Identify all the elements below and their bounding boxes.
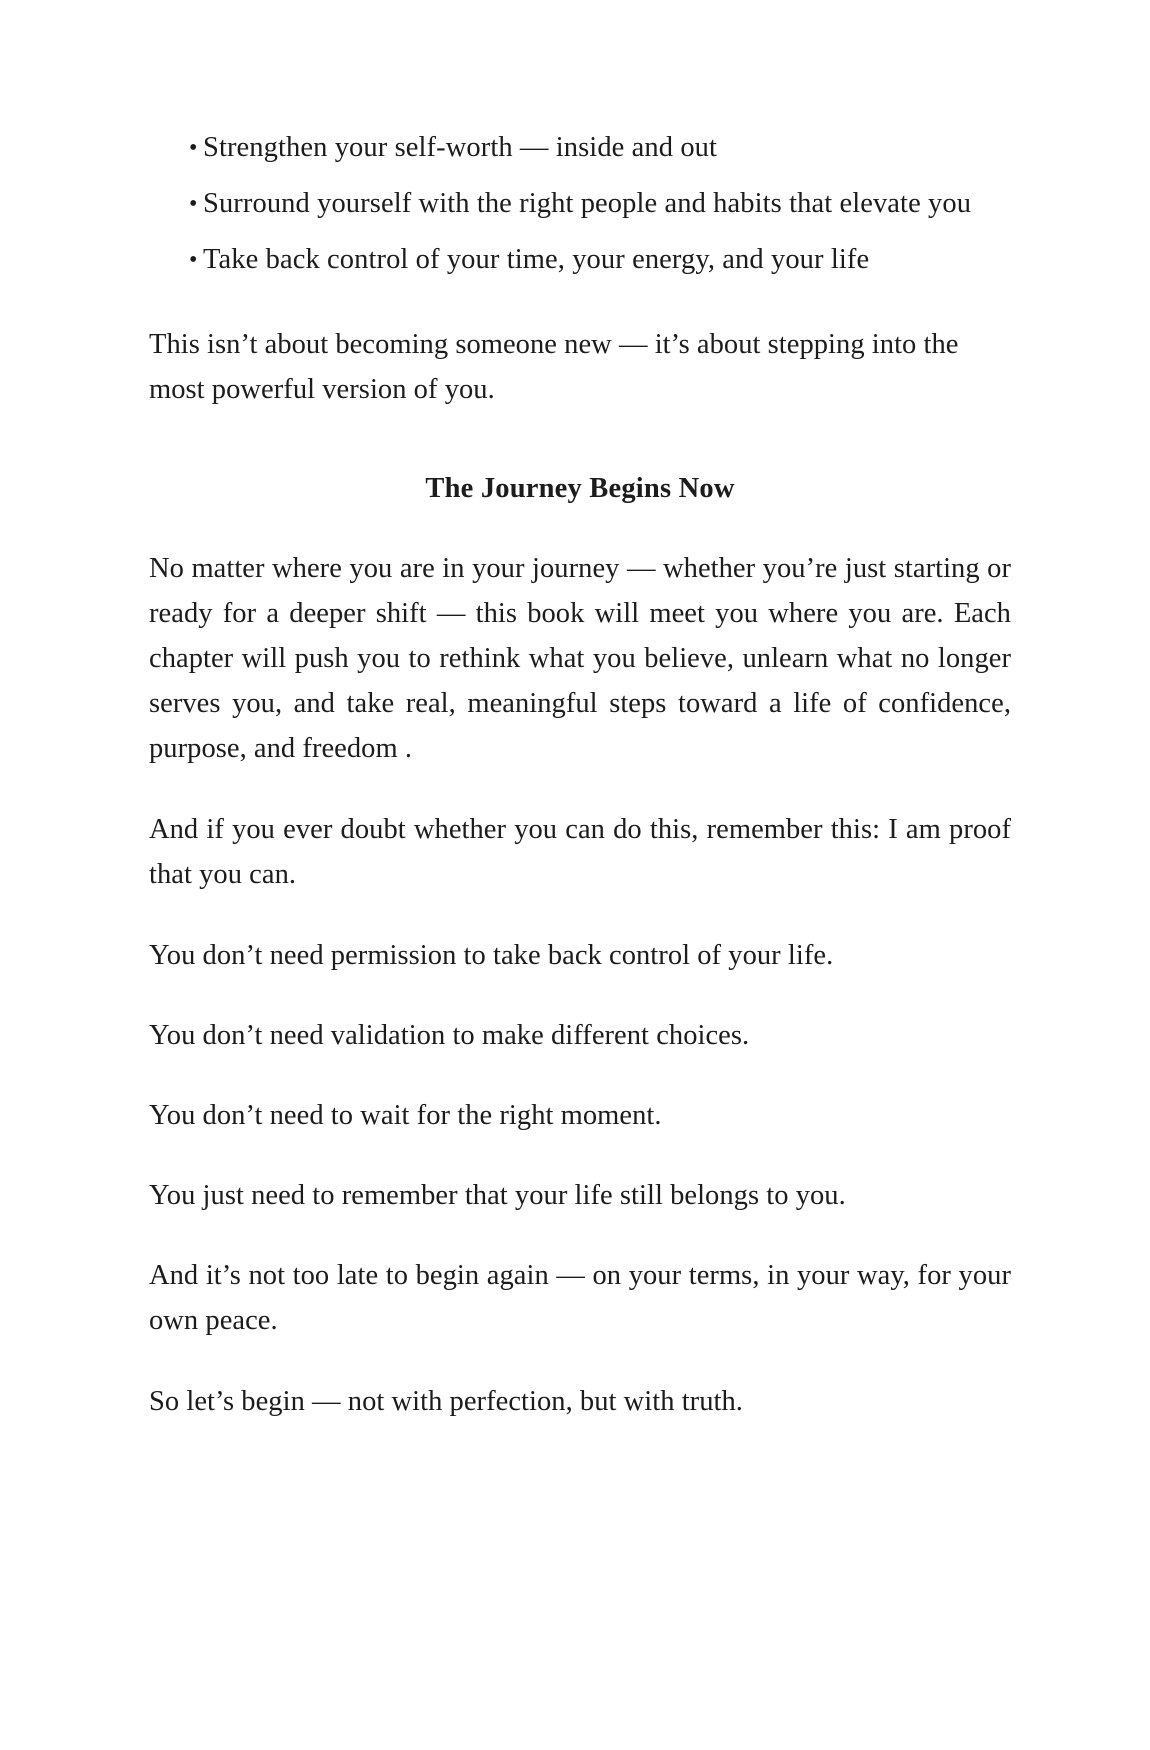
- paragraph-permission: You don’t need permission to take back control of your life.: [149, 940, 834, 971]
- list-item: [149, 176, 1011, 232]
- list-item-text: Surround yourself with the right people and habits that elevate you: [203, 188, 972, 219]
- paragraph-closing: So let’s begin — not with perfection, but with truth.: [149, 1386, 743, 1417]
- bullet-point-icon: •: [189, 135, 198, 161]
- spacer: [149, 1058, 1011, 1093]
- spacer: [149, 771, 1011, 807]
- spacer: [149, 1218, 1011, 1253]
- list-item-text: Strengthen your self-worth — inside and out: [203, 132, 718, 163]
- list-item: [149, 232, 1011, 288]
- list-item: [149, 120, 1011, 176]
- paragraph-begin-again: And it’s not too late to begin again — on your terms, in your way, for your own peace.: [149, 1260, 1011, 1336]
- paragraph-journey: No matter where you are in your journey — whether you’re just starting or ready for a deeper shift — this book will meet you where you are. Each chapter will push you to rethink what you believe, unlearn what no longer serves you, and take real, meaningful steps toward a life of confidence, purpose, and freedom .: [149, 553, 1011, 764]
- list-item-text: Take back control of your time, your energy, and your life: [203, 244, 870, 275]
- page-heading: The Journey Begins Now: [425, 473, 735, 504]
- paragraph-intro: This isn’t about becoming someone new — it’s about stepping into the most powerful version of you.: [149, 329, 959, 405]
- benefits-bullet-list: [149, 120, 1011, 288]
- paragraph-validation: You don’t need validation to make different choices.: [149, 1020, 750, 1051]
- page-content: [149, 120, 1011, 1424]
- paragraph-belongs: You just need to remember that your life still belongs to you.: [149, 1180, 846, 1211]
- paragraph-waiting: You don’t need to wait for the right moment.: [149, 1100, 662, 1131]
- spacer: [149, 897, 1011, 933]
- spacer: [149, 1343, 1011, 1379]
- paragraph-proof: And if you ever doubt whether you can do this, remember this: I am proof that you can.: [149, 814, 1011, 890]
- bullet-point-icon: •: [189, 247, 198, 273]
- bullet-point-icon: •: [189, 191, 198, 217]
- spacer: [149, 978, 1011, 1013]
- spacer: [149, 1138, 1011, 1173]
- spacer: [149, 288, 1011, 322]
- spacer: [149, 510, 1011, 546]
